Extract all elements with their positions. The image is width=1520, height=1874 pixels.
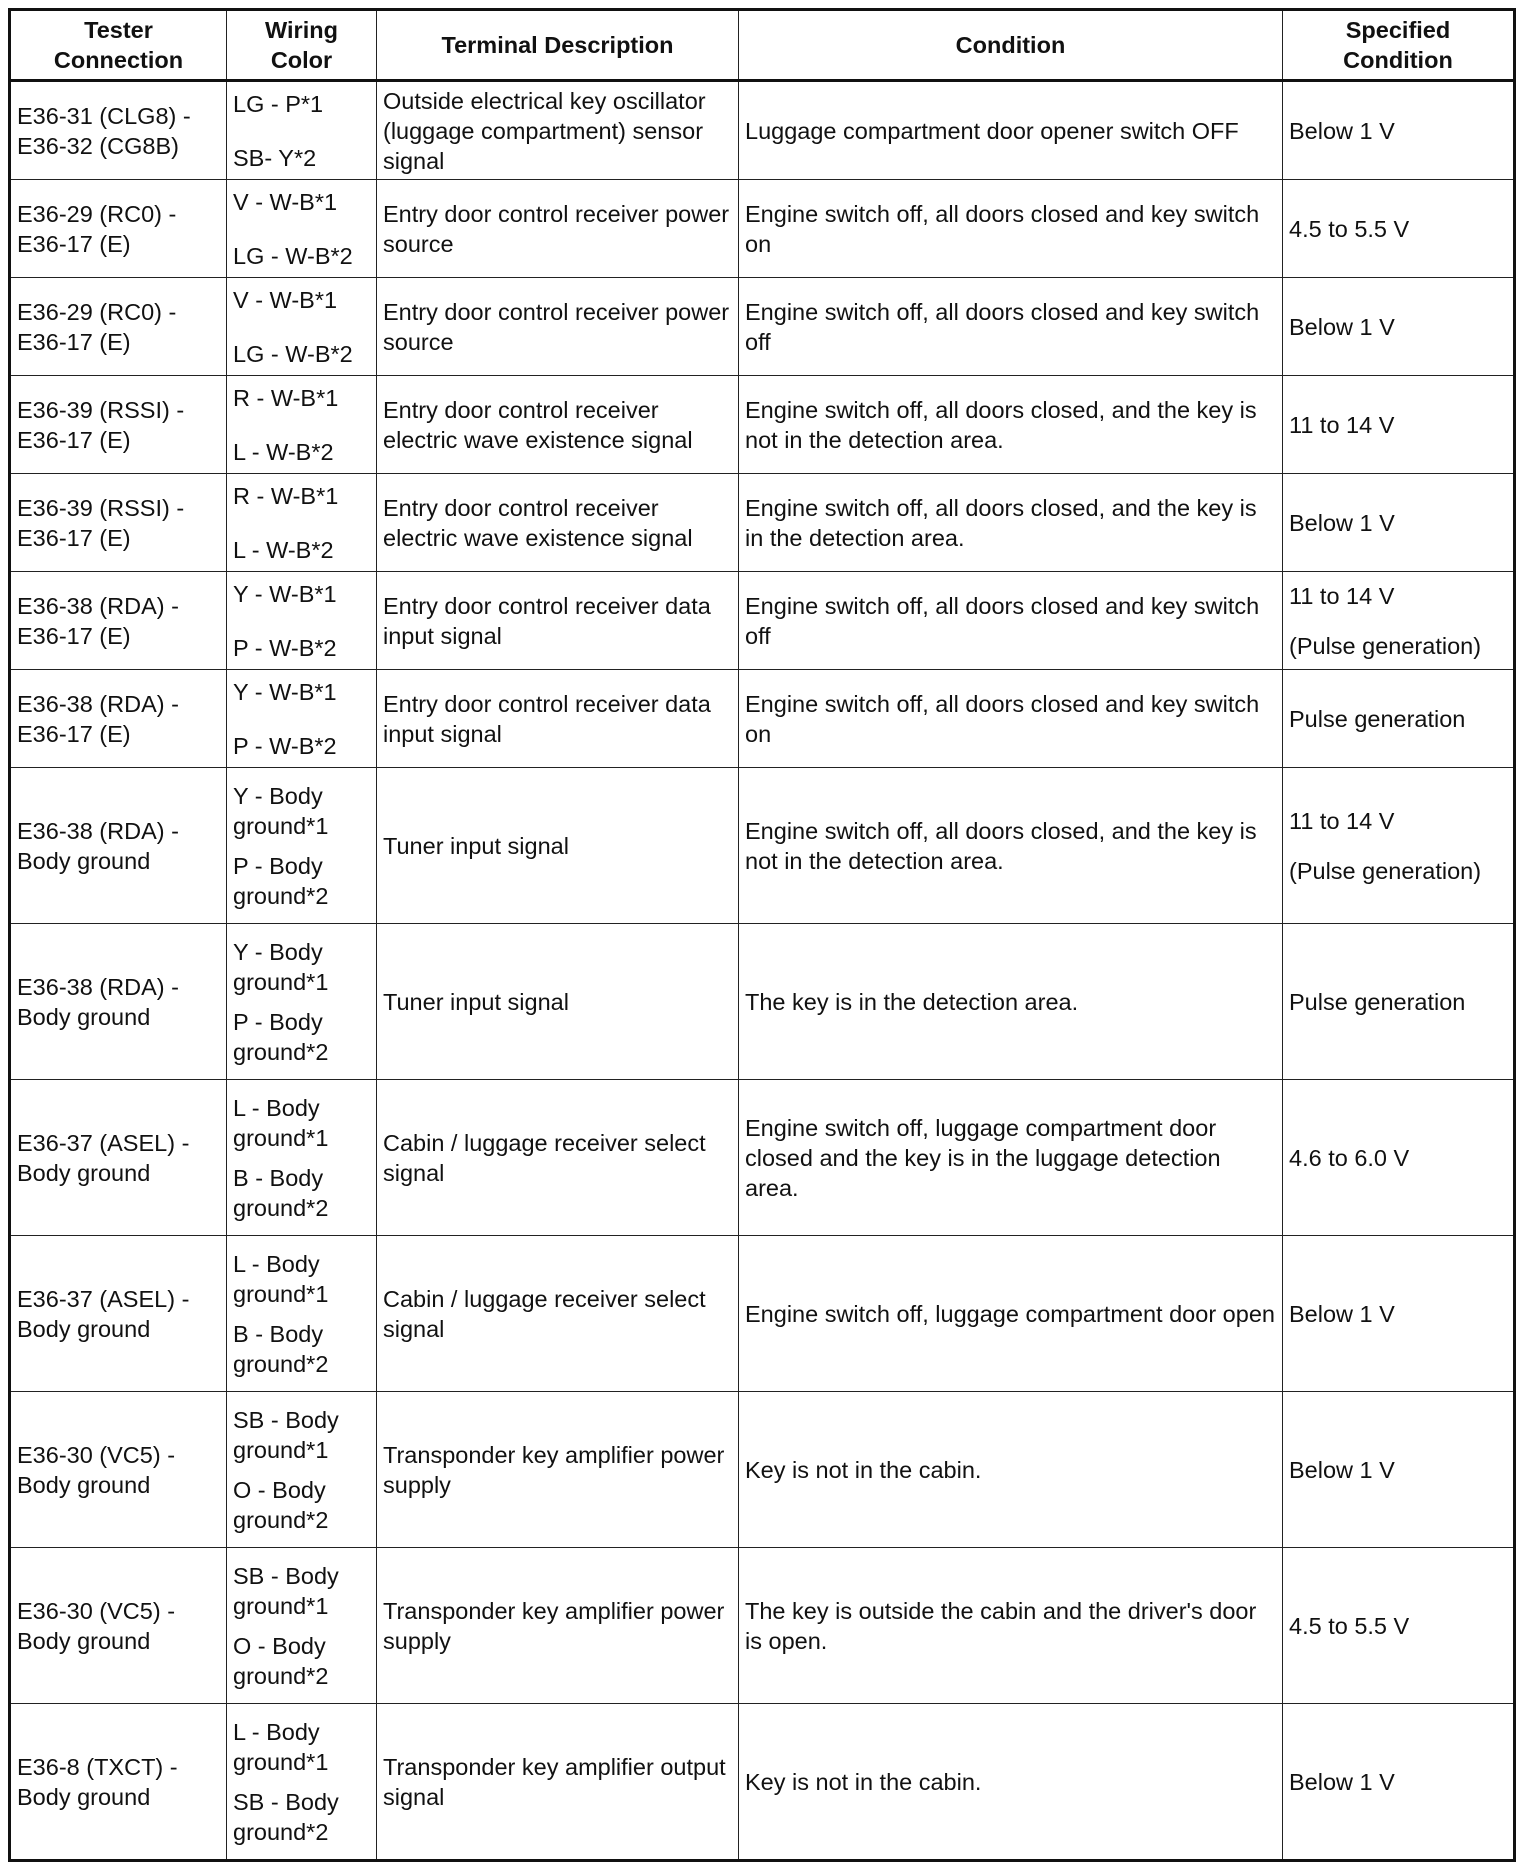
specified-note: (Pulse generation) <box>1289 632 1482 659</box>
terminal-description-cell: Outside electrical key oscillator (luggage compartment) sensor signal <box>377 81 739 180</box>
terminal-description-cell: Entry door control receiver data input signal <box>377 670 739 768</box>
condition-cell: Engine switch off, luggage compartment door closed and the key is in the luggage detection area. <box>739 1080 1283 1236</box>
condition-cell: Engine switch off, all doors closed, and the key is in the detection area. <box>739 474 1283 572</box>
specified-value: Below 1 V <box>1289 313 1395 340</box>
condition-cell: Engine switch off, all doors closed and key switch on <box>739 670 1283 768</box>
terminal-description-cell: Tuner input signal <box>377 924 739 1080</box>
specified-value: Below 1 V <box>1289 1768 1395 1795</box>
wiring-color-cell <box>227 1548 377 1704</box>
wiring-color-1: SB - Body ground*1 <box>233 1406 339 1463</box>
wiring-color-1: SB - Body ground*1 <box>233 1562 339 1619</box>
specified-value: 4.5 to 5.5 V <box>1289 1612 1410 1639</box>
condition-cell: Key is not in the cabin. <box>739 1392 1283 1548</box>
specified-condition-cell <box>1283 81 1515 180</box>
tester-connection-cell: E36-38 (RDA) - E36-17 (E) <box>10 670 227 768</box>
tester-connection-cell: E36-30 (VC5) - Body ground <box>10 1392 227 1548</box>
specified-condition-cell <box>1283 924 1515 1080</box>
condition-cell: The key is outside the cabin and the driver's door is open. <box>739 1548 1283 1704</box>
wiring-color-cell <box>227 81 377 180</box>
wiring-color-2: P - Body ground*2 <box>233 1008 329 1065</box>
specified-value: Below 1 V <box>1289 509 1395 536</box>
table-row <box>10 1548 1515 1704</box>
wiring-color-cell <box>227 474 377 572</box>
terminal-description-cell: Entry door control receiver power source <box>377 180 739 278</box>
header-terminal-description: Terminal Description <box>377 10 739 81</box>
tester-connection-cell: E36-38 (RDA) - Body ground <box>10 768 227 924</box>
wiring-color-2: O - Body ground*2 <box>233 1632 329 1689</box>
specified-value: 4.6 to 6.0 V <box>1289 1144 1410 1171</box>
wiring-color-1: Y - Body ground*1 <box>233 938 329 995</box>
wiring-color-1: Y - W-B*1 <box>233 678 337 705</box>
table-row <box>10 768 1515 924</box>
wiring-color-cell <box>227 376 377 474</box>
wiring-color-2: SB- Y*2 <box>233 144 317 171</box>
table-row <box>10 1704 1515 1861</box>
wiring-color-cell <box>227 572 377 670</box>
table-row <box>10 1392 1515 1548</box>
specified-value: Below 1 V <box>1289 1300 1395 1327</box>
tester-connection-cell: E36-29 (RC0) - E36-17 (E) <box>10 278 227 376</box>
specified-condition-cell <box>1283 1704 1515 1861</box>
wiring-color-cell <box>227 768 377 924</box>
header-row <box>10 10 1515 81</box>
condition-cell: Engine switch off, all doors closed and key switch off <box>739 572 1283 670</box>
condition-cell: The key is in the detection area. <box>739 924 1283 1080</box>
header-wiring-color: Wiring Color <box>227 10 377 81</box>
table-row <box>10 180 1515 278</box>
wiring-color-1: Y - Body ground*1 <box>233 782 329 839</box>
wiring-color-1: L - Body ground*1 <box>233 1094 329 1151</box>
specified-condition-cell <box>1283 572 1515 670</box>
condition-cell: Engine switch off, all doors closed, and the key is not in the detection area. <box>739 376 1283 474</box>
wiring-color-cell <box>227 1392 377 1548</box>
terminal-description-cell: Transponder key amplifier power supply <box>377 1548 739 1704</box>
wiring-color-1: L - Body ground*1 <box>233 1250 329 1307</box>
header-tester-connection: Tester Connection <box>10 10 227 81</box>
condition-cell: Key is not in the cabin. <box>739 1704 1283 1861</box>
specified-condition-cell <box>1283 376 1515 474</box>
specified-value: Pulse generation <box>1289 705 1466 732</box>
table-row <box>10 376 1515 474</box>
wiring-color-1: V - W-B*1 <box>233 286 338 313</box>
wiring-color-2: L - W-B*2 <box>233 438 334 465</box>
wiring-color-2: LG - W-B*2 <box>233 242 353 269</box>
specified-value: Below 1 V <box>1289 117 1395 144</box>
wiring-color-cell <box>227 278 377 376</box>
specified-condition-cell <box>1283 670 1515 768</box>
wiring-color-cell <box>227 924 377 1080</box>
tester-connection-cell: E36-29 (RC0) - E36-17 (E) <box>10 180 227 278</box>
tester-connection-cell: E36-37 (ASEL) - Body ground <box>10 1236 227 1392</box>
wiring-color-cell <box>227 1080 377 1236</box>
tester-connection-cell: E36-8 (TXCT) - Body ground <box>10 1704 227 1861</box>
specified-value: 11 to 14 V <box>1289 807 1395 834</box>
wiring-color-2: B - Body ground*2 <box>233 1164 329 1221</box>
table-row <box>10 278 1515 376</box>
specified-condition-cell <box>1283 1392 1515 1548</box>
tester-connection-cell: E36-39 (RSSI) - E36-17 (E) <box>10 376 227 474</box>
condition-cell: Luggage compartment door opener switch OFF <box>739 81 1283 180</box>
specified-condition-cell <box>1283 768 1515 924</box>
specified-condition-cell <box>1283 1236 1515 1392</box>
terminal-spec-table <box>8 8 1516 1862</box>
condition-cell: Engine switch off, all doors closed, and the key is not in the detection area. <box>739 768 1283 924</box>
terminal-description-cell: Tuner input signal <box>377 768 739 924</box>
wiring-color-1: L - Body ground*1 <box>233 1718 329 1775</box>
condition-cell: Engine switch off, all doors closed and key switch on <box>739 180 1283 278</box>
table-row <box>10 474 1515 572</box>
terminal-description-cell: Transponder key amplifier power supply <box>377 1392 739 1548</box>
wiring-color-cell <box>227 1704 377 1861</box>
terminal-description-cell: Transponder key amplifier output signal <box>377 1704 739 1861</box>
tester-connection-cell: E36-38 (RDA) - E36-17 (E) <box>10 572 227 670</box>
specified-condition-cell <box>1283 180 1515 278</box>
wiring-color-2: B - Body ground*2 <box>233 1320 329 1377</box>
wiring-color-1: V - W-B*1 <box>233 188 338 215</box>
wiring-color-1: R - W-B*1 <box>233 384 339 411</box>
terminal-description-cell: Cabin / luggage receiver select signal <box>377 1080 739 1236</box>
header-condition: Condition <box>739 10 1283 81</box>
tester-connection-cell: E36-38 (RDA) - Body ground <box>10 924 227 1080</box>
wiring-color-1: LG - P*1 <box>233 90 324 117</box>
terminal-description-cell: Entry door control receiver electric wave existence signal <box>377 474 739 572</box>
condition-cell: Engine switch off, luggage compartment door open <box>739 1236 1283 1392</box>
tester-connection-cell: E36-31 (CLG8) - E36-32 (CG8B) <box>10 81 227 180</box>
table-body <box>10 81 1515 1861</box>
wiring-color-2: LG - W-B*2 <box>233 340 353 367</box>
specified-note: (Pulse generation) <box>1289 857 1482 884</box>
wiring-color-cell <box>227 670 377 768</box>
specified-condition-cell <box>1283 1548 1515 1704</box>
table-row <box>10 1236 1515 1392</box>
table-row <box>10 81 1515 180</box>
table-row <box>10 924 1515 1080</box>
table-row <box>10 572 1515 670</box>
specified-value: 4.5 to 5.5 V <box>1289 215 1410 242</box>
wiring-color-1: R - W-B*1 <box>233 482 339 509</box>
wiring-color-2: O - Body ground*2 <box>233 1476 329 1533</box>
specified-value: 11 to 14 V <box>1289 582 1395 609</box>
header-specified-condition: Specified Condition <box>1283 10 1515 81</box>
wiring-color-2: P - W-B*2 <box>233 732 337 759</box>
table-row <box>10 670 1515 768</box>
wiring-color-2: P - Body ground*2 <box>233 852 329 909</box>
wiring-color-cell <box>227 1236 377 1392</box>
wiring-color-2: P - W-B*2 <box>233 634 337 661</box>
condition-cell: Engine switch off, all doors closed and key switch off <box>739 278 1283 376</box>
wiring-color-2: L - W-B*2 <box>233 536 334 563</box>
wiring-color-1: Y - W-B*1 <box>233 580 337 607</box>
specified-value: Pulse generation <box>1289 988 1466 1015</box>
specified-value: 11 to 14 V <box>1289 411 1395 438</box>
specified-condition-cell <box>1283 474 1515 572</box>
tester-connection-cell: E36-37 (ASEL) - Body ground <box>10 1080 227 1236</box>
table-row <box>10 1080 1515 1236</box>
tester-connection-cell: E36-30 (VC5) - Body ground <box>10 1548 227 1704</box>
specified-value: Below 1 V <box>1289 1456 1395 1483</box>
specified-condition-cell <box>1283 1080 1515 1236</box>
wiring-color-2: SB - Body ground*2 <box>233 1788 339 1845</box>
terminal-description-cell: Entry door control receiver electric wave existence signal <box>377 376 739 474</box>
tester-connection-cell: E36-39 (RSSI) - E36-17 (E) <box>10 474 227 572</box>
specified-condition-cell <box>1283 278 1515 376</box>
terminal-description-cell: Entry door control receiver data input signal <box>377 572 739 670</box>
wiring-color-cell <box>227 180 377 278</box>
terminal-description-cell: Entry door control receiver power source <box>377 278 739 376</box>
terminal-description-cell: Cabin / luggage receiver select signal <box>377 1236 739 1392</box>
